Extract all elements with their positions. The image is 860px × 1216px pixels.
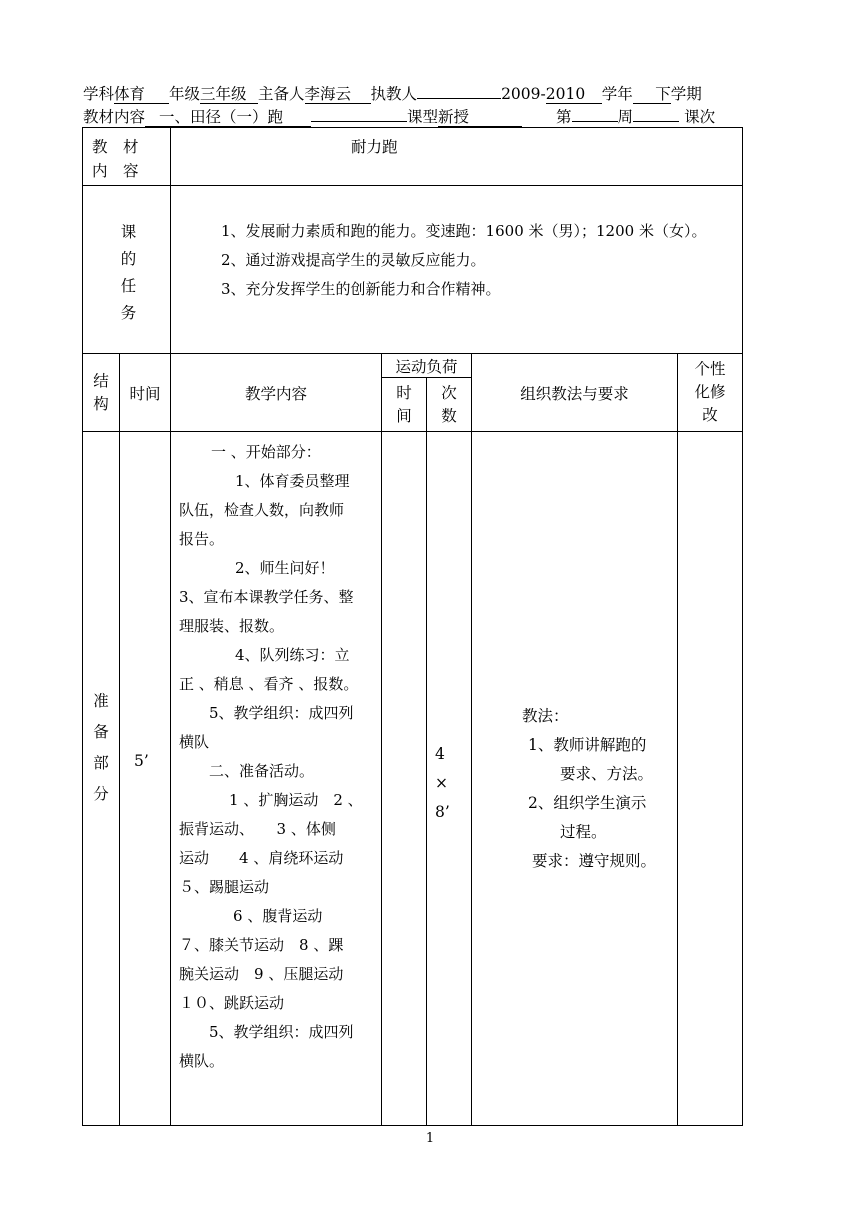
content-line: 5、教学组织：成四列 <box>209 704 354 722</box>
content-value: 一、田径（一）跑 <box>145 108 311 127</box>
section-structure-char: 准 <box>93 692 109 710</box>
column-header-row-1 <box>83 354 743 378</box>
content-line: 运动 4 、肩绕环运动 <box>179 849 344 867</box>
tasks-label-char: 的 <box>120 250 137 268</box>
content-line: 振背运动、 3 、体侧 <box>179 820 336 838</box>
preparation-section-row <box>83 432 743 1126</box>
load-header: 运动负荷 <box>395 357 458 376</box>
personal-header-line: 化修 <box>694 383 726 401</box>
personal-header-cell <box>678 354 743 432</box>
subject-value: 体育 <box>114 85 169 104</box>
section-time: 5’ <box>134 752 149 770</box>
task-item: 1、发展耐力素质和跑的能力。变速跑：1600 米（男）；1200 米（女）。 <box>221 222 707 240</box>
task-item: 2、通过游戏提高学生的灵敏反应能力。 <box>221 251 486 269</box>
school-year-label: 学年 <box>601 85 633 103</box>
preparer-label: 主备人 <box>258 85 305 103</box>
structure-header-cell <box>83 354 120 432</box>
time-header-cell <box>120 354 171 432</box>
content-underline-tail <box>311 121 407 122</box>
load-count-header-char: 数 <box>441 406 457 425</box>
material-value: 耐力跑 <box>351 138 398 156</box>
section-structure-cell <box>83 432 120 1126</box>
content-line: 二、准备活动。 <box>209 762 315 780</box>
tasks-label-char: 任 <box>120 277 137 295</box>
content-line: ５、踢腿运动 <box>179 878 270 896</box>
teacher-label: 执教人 <box>370 85 418 103</box>
section-content-cell <box>171 432 382 1126</box>
semester-label: 学期 <box>670 85 702 103</box>
load-count-header-cell <box>427 378 472 432</box>
content-header-cell <box>171 354 382 432</box>
week-value <box>572 121 618 122</box>
tasks-label-char: 课 <box>120 223 137 241</box>
content-line: 横队 <box>179 733 210 751</box>
section-structure-char: 分 <box>93 785 109 803</box>
section-structure-char: 备 <box>93 723 109 741</box>
load-count-line: × <box>435 774 449 792</box>
load-count-header-char: 次 <box>441 383 457 402</box>
teacher-value <box>417 98 501 99</box>
method-line: 1、教师讲解跑的 <box>528 736 647 754</box>
tasks-content-cell <box>171 186 743 354</box>
content-line: 4、队列练习：立 <box>235 646 350 664</box>
material-label-line2: 内 容 <box>92 162 139 180</box>
lesson-value <box>633 121 679 122</box>
structure-header-char: 构 <box>93 394 109 413</box>
load-count-line: 4 <box>435 745 445 763</box>
section-structure-char: 部 <box>93 754 109 772</box>
lesson-label: 课次 <box>684 108 716 126</box>
material-row <box>83 128 743 186</box>
method-line: 要求：遵守规则。 <box>532 852 657 870</box>
tasks-label-char: 务 <box>120 304 137 322</box>
content-line: 报告。 <box>179 530 225 548</box>
year-end: 2010 <box>546 85 602 104</box>
load-time-header-char: 时 <box>396 383 412 402</box>
section-time-cell <box>120 432 171 1126</box>
material-value-cell <box>171 128 743 186</box>
semester-value: 下 <box>633 85 671 104</box>
method-header: 组织教法与要求 <box>520 384 629 403</box>
load-count-line: 8’ <box>435 803 450 821</box>
year-start: 2009- <box>501 85 546 103</box>
tasks-row <box>83 186 743 354</box>
task-item: 3、充分发挥学生的创新能力和合作精神。 <box>221 280 501 298</box>
content-line: 横队。 <box>179 1052 225 1070</box>
personal-header-line: 个性 <box>694 360 726 378</box>
lesson-plan-table <box>82 127 743 1126</box>
section-personal-cell <box>678 432 743 1126</box>
week-label: 周 <box>617 108 634 126</box>
content-line: 正 、稍息 、看齐 、报数。 <box>179 675 359 693</box>
section-load-count-cell <box>427 432 472 1126</box>
content-header: 教学内容 <box>245 384 308 403</box>
content-line: 理服装、报数。 <box>179 617 285 635</box>
content-line: 腕关运动 9 、压腿运动 <box>179 965 344 983</box>
type-label: 课型 <box>407 108 439 126</box>
content-line: 2、师生问好！ <box>235 559 335 577</box>
week-prefix: 第 <box>556 108 572 126</box>
structure-header-char: 结 <box>93 371 109 390</box>
grade-value: 三年级 <box>200 85 258 104</box>
header-line-1 <box>83 84 702 104</box>
tasks-label-cell <box>83 186 171 354</box>
section-load-time-cell <box>382 432 427 1126</box>
preparer-value: 李海云 <box>305 85 371 104</box>
content-label: 教材内容 <box>83 108 146 126</box>
page-number: 1 <box>425 1131 435 1146</box>
content-line: ７、膝关节运动 8 、踝 <box>179 936 344 954</box>
method-line: 教法： <box>522 707 569 725</box>
method-line: 过程。 <box>560 823 607 841</box>
header-line-2 <box>83 107 715 127</box>
content-line: 6 、腹背运动 <box>233 907 323 925</box>
content-line: 5、教学组织：成四列 <box>209 1023 354 1041</box>
content-line: 一 、开始部分： <box>211 443 321 461</box>
time-header: 时间 <box>129 384 161 403</box>
material-label-cell <box>83 128 171 186</box>
personal-header-line: 改 <box>702 406 718 424</box>
method-line: 要求、方法。 <box>560 765 654 783</box>
subject-label: 学科 <box>83 85 115 103</box>
load-time-header-cell <box>382 378 427 432</box>
content-line: 1、体育委员整理 <box>235 472 350 490</box>
load-header-cell <box>382 354 472 378</box>
content-line: １０、跳跃运动 <box>179 994 285 1012</box>
material-label-line1: 教 材 <box>92 138 139 156</box>
content-line: 3、宣布本课教学任务、整 <box>179 588 354 606</box>
type-value: 新授 <box>438 108 522 127</box>
content-line: 队伍，检查人数，向教师 <box>179 501 345 519</box>
section-method-cell <box>472 432 678 1126</box>
method-header-cell <box>472 354 678 432</box>
method-line: 2、组织学生演示 <box>528 794 647 812</box>
content-line: 1 、扩胸运动 2 、 <box>229 791 363 809</box>
load-time-header-char: 间 <box>396 406 412 425</box>
grade-label: 年级 <box>169 85 201 103</box>
